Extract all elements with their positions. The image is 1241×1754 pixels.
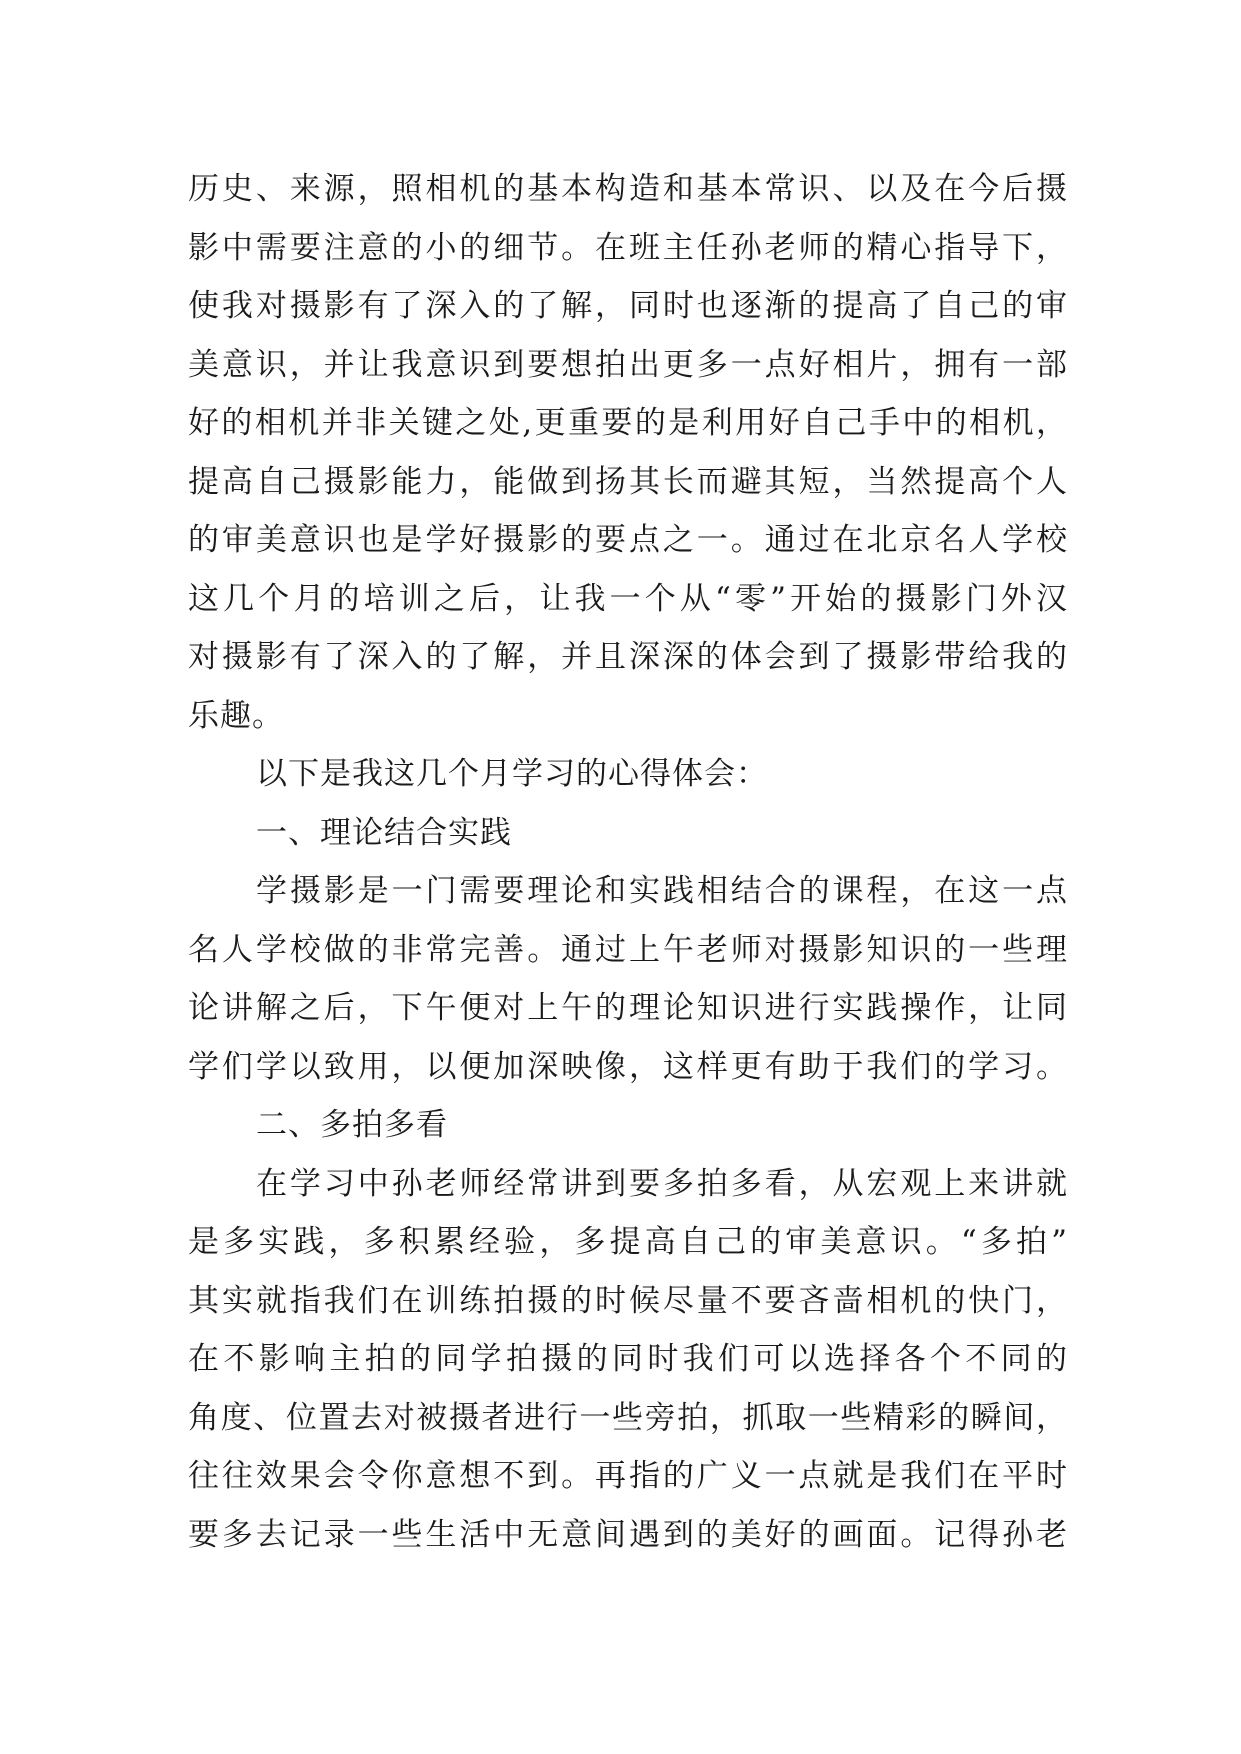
text-line: 影中需要注意的小的细节。在班主任孙老师的精心指导下，: [188, 229, 1068, 266]
text-line: 是多实践，多积累经验，多提高自己的审美意识。“多拍”: [188, 1224, 1068, 1260]
text-line: 提高自己摄影能力，能做到扬其长而避其短，当然提高个人: [188, 463, 1068, 500]
text-line: 使我对摄影有了深入的了解，同时也逐渐的提高了自己的审: [188, 288, 1068, 324]
intro-line: 以下是我这几个月学习的心得体会：: [256, 756, 768, 792]
text-line: 对摄影有了深入的了解，并且深深的体会到了摄影带给我的: [188, 639, 1068, 675]
text-line: 角度、位置去对被摄者进行一些旁拍，抓取一些精彩的瞬间，: [188, 1399, 1068, 1436]
text-line: 名人学校做的非常完善。通过上午老师对摄影知识的一些理: [188, 931, 1068, 968]
text-line: 在不影响主拍的同学拍摄的同时我们可以选择各个不同的: [188, 1341, 1068, 1377]
body-text: [188, 160, 1068, 1564]
section-heading-1: 一、理论结合实践: [256, 814, 512, 851]
paragraph-end-line: 乐趣。: [188, 697, 284, 734]
text-line: 论讲解之后，下午便对上午的理论知识进行实践操作，让同: [188, 990, 1068, 1026]
paragraph-start-line: 学摄影是一门需要理论和实践相结合的课程，在这一点: [256, 873, 1068, 909]
paragraph-start-line: 在学习中孙老师经常讲到要多拍多看，从宏观上来讲就: [256, 1165, 1068, 1202]
paragraph-end-line: 学们学以致用，以便加深映像，这样更有助于我们的学习。: [188, 1048, 1068, 1085]
text-line: 往往效果会令你意想不到。再指的广义一点就是我们在平时: [188, 1458, 1068, 1494]
text-line: 历史、来源，照相机的基本构造和基本常识、以及在今后摄: [188, 171, 1068, 207]
text-line: 这几个月的培训之后，让我一个从“零”开始的摄影门外汉: [188, 580, 1068, 617]
text-line: 其实就指我们在训练拍摄的时候尽量不要吝啬相机的快门，: [188, 1282, 1068, 1319]
text-line: 要多去记录一些生活中无意间遇到的美好的画面。记得孙老: [188, 1516, 1068, 1553]
text-line: 的审美意识也是学好摄影的要点之一。通过在北京名人学校: [188, 522, 1068, 558]
text-line: 好的相机并非关键之处,更重要的是利用好自己手中的相机，: [188, 405, 1068, 441]
section-heading-2: 二、多拍多看: [256, 1107, 448, 1143]
text-line: 美意识，并让我意识到要想拍出更多一点好相片，拥有一部: [188, 346, 1068, 383]
